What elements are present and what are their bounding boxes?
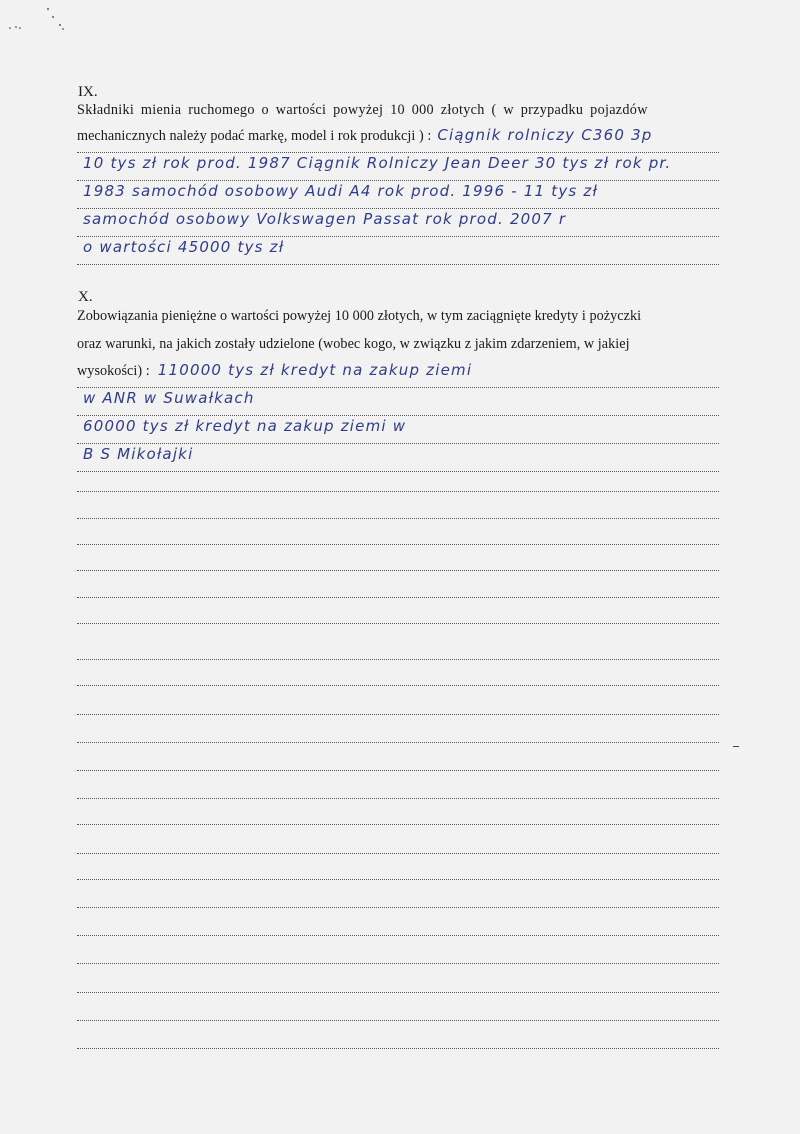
section-x-description-line1: Zobowiązania pieniężne o wartości powyżej 10 000 złotych, w tym zaciągnięte kredyty i pożyczki [77, 308, 642, 324]
section-ix-line-3 [77, 150, 719, 181]
section-ix-line-4 [77, 178, 719, 209]
blank-line [77, 684, 719, 686]
handwritten-entry: Ciągnik rolniczy C360 3p [437, 126, 653, 144]
handwritten-entry: samochód osobowy Volkswagen Passat rok prod. 2007 r [83, 210, 567, 228]
blank-line [77, 797, 719, 799]
blank-line [77, 823, 719, 825]
section-x-line-3 [77, 357, 719, 388]
blank-line [77, 1019, 719, 1021]
section-x-line-5 [77, 413, 719, 444]
blank-line [77, 934, 719, 936]
section-ix-description-line1: Składniki mienia ruchomego o wartości powyżej 10 000 złotych ( w przypadku pojazdów [77, 102, 648, 118]
handwritten-entry: o wartości 45000 tys zł [83, 238, 285, 256]
scan-mark [733, 746, 739, 747]
blank-line [77, 517, 719, 519]
section-ix-line-2 [77, 122, 719, 153]
blank-line [77, 991, 719, 993]
section-x-line-6 [77, 441, 719, 472]
blank-line [77, 622, 719, 624]
section-x-line-4 [77, 385, 719, 416]
blank-line [77, 658, 719, 660]
blank-line [77, 906, 719, 908]
blank-line [77, 1047, 719, 1049]
section-x-title: X. [78, 289, 93, 305]
blank-line [77, 962, 719, 964]
blank-line [77, 569, 719, 571]
handwritten-entry: 1983 samochód osobowy Audi A4 rok prod. 1996 - 11 tys zł [83, 182, 598, 200]
section-x-description-line2: oraz warunki, na jakich zostały udzielone (wobec kogo, w związku z jakim zdarzeniem, w jakiej [77, 336, 630, 352]
section-ix-line-5 [77, 206, 719, 237]
section-ix-line-6 [77, 234, 719, 265]
handwritten-entry: 60000 tys zł kredyt na zakup ziemi w [83, 417, 407, 435]
blank-line [77, 543, 719, 545]
blank-line [77, 769, 719, 771]
handwritten-entry: w ANR w Suwałkach [83, 389, 255, 407]
blank-line [77, 713, 719, 715]
blank-line [77, 852, 719, 854]
blank-line [77, 490, 719, 492]
scan-specks [8, 6, 78, 36]
section-ix-title: IX. [78, 84, 98, 100]
blank-line [77, 878, 719, 880]
blank-line [77, 596, 719, 598]
handwritten-entry: 10 tys zł rok prod. 1987 Ciągnik Rolniczy Jean Deer 30 tys zł rok pr. [83, 154, 672, 172]
section-x-description-line3: wysokości) : [77, 363, 150, 379]
blank-line [77, 741, 719, 743]
handwritten-entry: B S Mikołajki [83, 445, 194, 463]
handwritten-entry: 110000 tys zł kredyt na zakup ziemi [157, 361, 473, 379]
section-ix-description-line2: mechanicznych należy podać markę, model i rok produkcji ) : [77, 128, 432, 144]
